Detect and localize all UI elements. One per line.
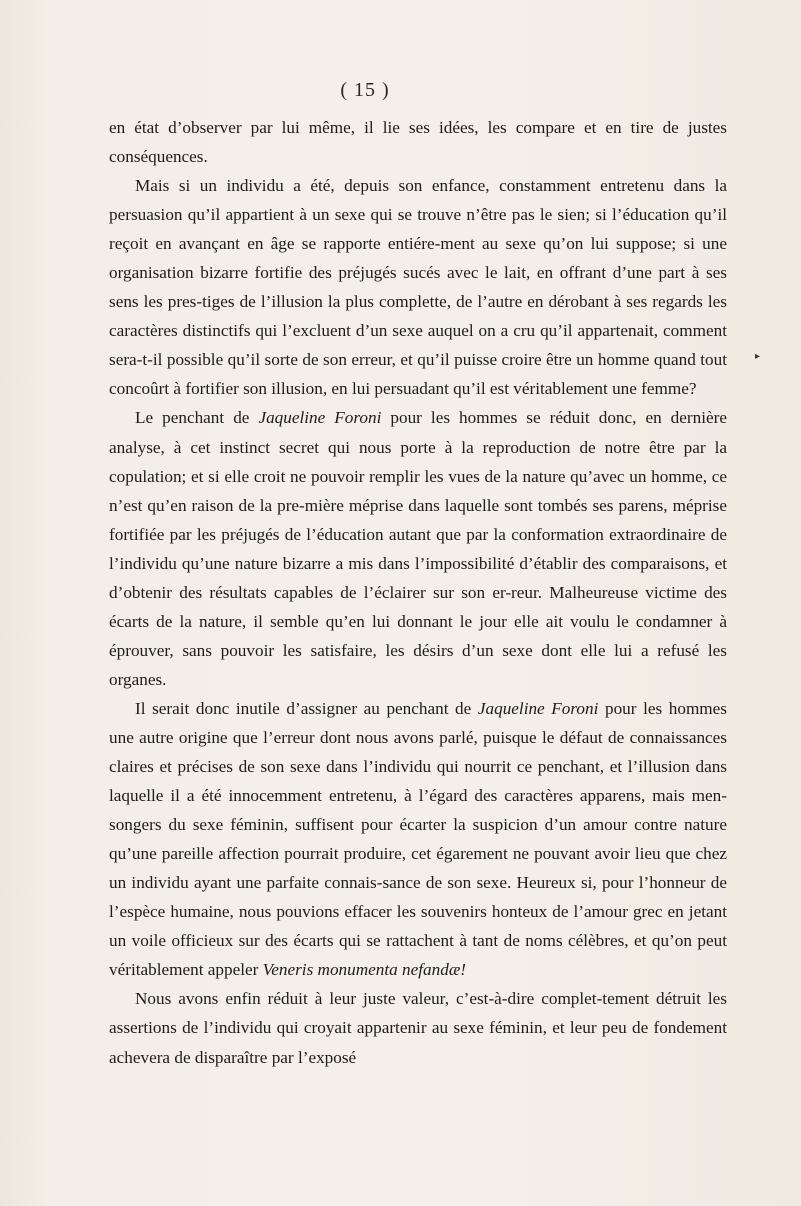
paragraph-3 [109,403,727,693]
margin-ink-mark: ▸ [755,351,761,362]
paragraph-1 [109,113,727,171]
paragraph-4 [109,694,727,984]
paragraph-3-text-end: pour les hommes se réduit donc, en dernière analyse, à cet instinct secret qui nous porte à la reproduction de notre être par la copulation; et si elle croit ne pouvoir remplir les vues de la nature qu’avec un homme, ce n’est qu’en raison de la pre-mière méprise dans laquelle sont tombés ses parens, méprise fortifiée par les préjugés de l’éducation autant que par la conformation extraordinaire de l’individu qu’une nature bizarre a mis dans l’impossibilité d’établir des comparaisons, et d’obtenir des résultats capables de l’éclairer sur son er-reur. Malheureuse victime des écarts de la nature, il semble qu’en lui donnant le jour elle ait voulu le condamner à éprouver, sans pouvoir les satisfaire, les désirs d’un sexe dont elle lui a refusé les organes. [109,408,727,689]
paragraph-2-text: Mais si un individu a été, depuis son enfance, constamment entretenu dans la persuasion qu’il appartient à un sexe qui se trouve n’être pas le sien; si l’éducation qu’il reçoit en avançant en âge se rapporte entiére-ment au sexe qu’on lui suppose; si une organisation bizarre fortifie des préjugés sucés avec le lait, en offrant d’une part à ses sens les pres-tiges de l’illusion la plus complette, de l’autre en dérobant à ses regards les caractères distinctifs qui l’excluent d’un sexe auquel on a cru qu’il appartenait, comment sera-t-il possible qu’il sorte de son erreur, et qu’il puisse croire être un homme quand tout concoûrt à fortifier son illusion, en lui persuadant qu’il est véritablement une femme? [109,176,727,399]
paragraph-4-text-middle: pour les hommes une autre origine que l’erreur dont nous avons parlé, puisque le défaut de connaissances claires et précises de son sexe dans l’individu qui nourrit ce penchant, et l’illusion dans laquelle il a été innocemment entretenu, à l’égard des caractères apparens, mais men-songers du sexe féminin, suffisent pour écarter la suspicion d’un amour contre nature qu’une pareille affection pourrait produire, cet égarement ne pouvant avoir lieu que chez un individu ayant une parfaite connais-sance de son sexe. Heureux si, pour l’honneur de l’espèce humaine, nous pouvions effacer les souvenirs honteux de l’amour grec en jetant un voile officieux sur des écarts qui se rattachent à tant de noms célèbres, et qu’on peut véritablement appeler [109,698,727,980]
paragraph-2 [109,171,727,403]
paragraph-5 [109,984,727,1071]
paragraph-4-text-start: Il serait donc inutile d’assigner au penchant de [135,698,478,718]
paragraph-1-text: en état d’observer par lui même, il lie ses idées, les compare et en tire de justes conséquences. [109,118,727,167]
body-text [109,113,727,1072]
paragraph-3-text-start: Le penchant de [135,408,259,428]
paragraph-5-text: Nous avons enfin réduit à leur juste valeur, c’est-à-dire complet-tement détruit les assertions de l’individu qui croyait appartenir au sexe féminin, et leur peu de fondement achevera de disparaître par l’exposé [109,989,727,1067]
latin-quotation: Veneris monumenta nefandæ! [262,960,467,980]
person-name: Jaqueline Foroni [477,698,599,718]
person-name: Jaqueline Foroni [258,408,382,428]
page-number: ( 15 ) [340,79,390,101]
